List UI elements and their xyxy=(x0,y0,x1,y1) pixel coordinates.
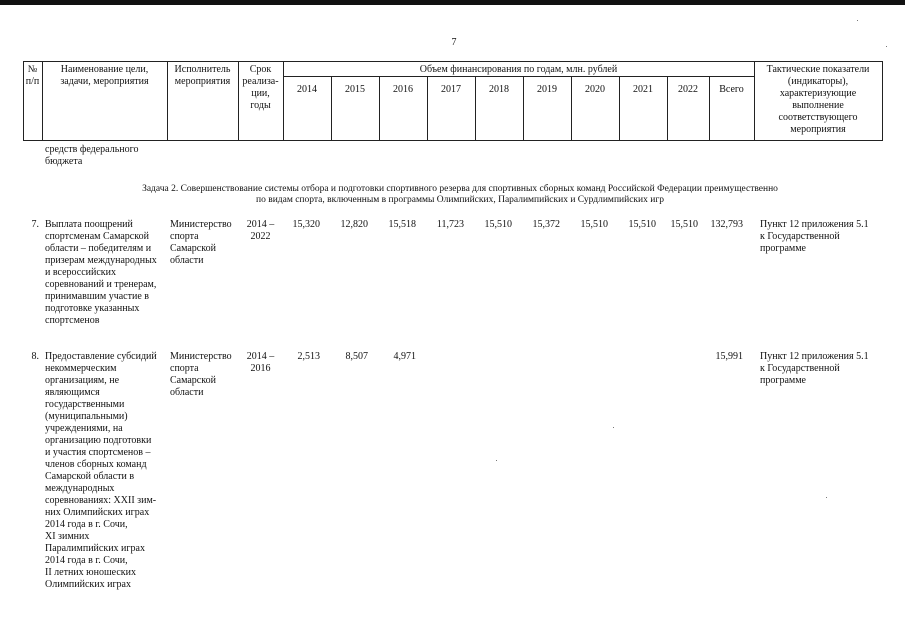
funding-subheader-line xyxy=(283,76,754,77)
value-cell: 11,723 xyxy=(436,219,464,230)
year-header-2021: 2021 xyxy=(633,84,653,95)
total-cell: 132,793 xyxy=(710,219,743,230)
row-term: 2014 – 2016 xyxy=(246,351,275,374)
header-name: Наименование цели, задачи, мероприятия xyxy=(60,64,149,87)
row-indicator: Пункт 12 приложения 5.1 к Государственной программе xyxy=(760,351,869,386)
header-executor: Исполнитель мероприятия xyxy=(174,64,231,87)
value-cell: 15,510 xyxy=(484,219,512,230)
year-header-2014: 2014 xyxy=(297,84,317,95)
year-header-2016: 2016 xyxy=(393,84,413,95)
scan-speck xyxy=(886,46,887,47)
row-term: 2014 – 2022 xyxy=(246,219,275,242)
scan-speck xyxy=(826,497,827,498)
value-cell: 15,320 xyxy=(292,219,320,230)
row-name: Выплата поощрений спортсменам Самарской области – победителям и призерам международных и всероссийских соревнований и тренерам, принимавшим участие в подготовке указанных спортсменов xyxy=(45,219,157,326)
total-cell: 15,991 xyxy=(715,351,743,362)
value-cell: 8,507 xyxy=(345,351,368,362)
row-indicator: Пункт 12 приложения 5.1 к Государственной программе xyxy=(760,219,869,254)
row-num: 8. xyxy=(31,351,39,362)
scan-speck xyxy=(613,427,614,428)
header-term: Срок реализа- ции, годы xyxy=(242,64,279,111)
value-cell: 15,510 xyxy=(670,219,698,230)
value-cell: 2,513 xyxy=(297,351,320,362)
row-executor: Министерство спорта Самарской области xyxy=(170,219,232,266)
header-num: № п/п xyxy=(25,64,40,87)
header-funding-title: Объем финансирования по годам, млн. рублей xyxy=(419,64,618,75)
value-cell: 4,971 xyxy=(393,351,416,362)
year-header-2015: 2015 xyxy=(345,84,365,95)
value-cell: 15,518 xyxy=(388,219,416,230)
page-number: 7 xyxy=(451,37,457,48)
carryover-text: средств федерального бюджета xyxy=(45,144,139,167)
scan-speck xyxy=(496,460,497,461)
year-header-2018: 2018 xyxy=(489,84,509,95)
year-header-2022: 2022 xyxy=(678,84,698,95)
total-header: Всего xyxy=(719,84,744,95)
year-header-2019: 2019 xyxy=(537,84,557,95)
row-name: Предоставление субсидий некоммерческим организациям, не являющимся государственными (муниципальными) учреждениями, на организацию подготовки и участия спортсменов – членов сборных команд Самарской области в международных соревнованиях: XXII зим- них Олимпийских играх 2014 года в г. Сочи, XI зимних Паралимпийских играх 2014 года в г. Сочи, II летних юношеских Олимпийских играх xyxy=(45,351,157,590)
row-num: 7. xyxy=(31,219,39,230)
task-heading: Задача 2. Совершенствование системы отбора и подготовки спортивного резерва для спортивных сборных команд Российской Федерации преимущественно по видам спорта, включенным в программы Олимпийских, Паралимпийских и Сурдлимпийских игр xyxy=(142,184,778,205)
value-cell: 15,372 xyxy=(532,219,560,230)
top-border xyxy=(0,0,905,5)
header-indicators: Тактические показатели (индикаторы), характеризующие выполнение соответствующего мероприятия xyxy=(766,64,870,135)
row-executor: Министерство спорта Самарской области xyxy=(170,351,232,398)
value-cell: 15,510 xyxy=(628,219,656,230)
year-header-2020: 2020 xyxy=(585,84,605,95)
col-line-right xyxy=(882,61,883,141)
value-cell: 12,820 xyxy=(340,219,368,230)
scan-speck xyxy=(857,20,858,21)
value-cell: 15,510 xyxy=(580,219,608,230)
year-header-2017: 2017 xyxy=(441,84,461,95)
